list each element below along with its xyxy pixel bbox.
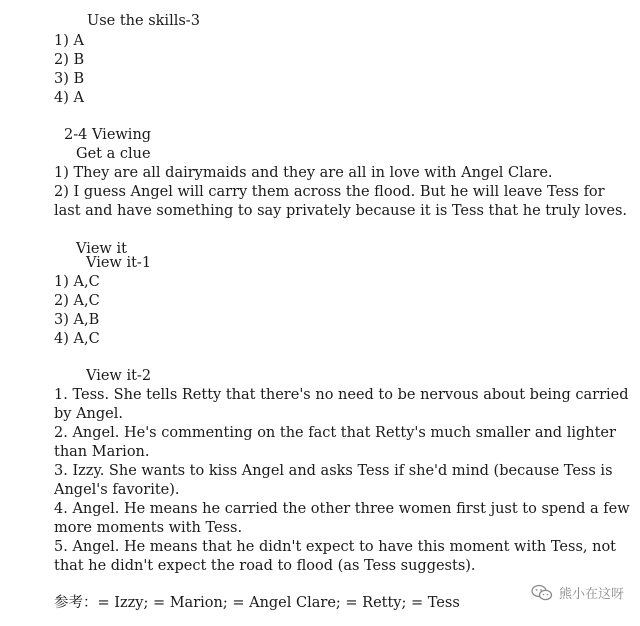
view-it-1-answer-4: 4) A,C bbox=[54, 331, 100, 347]
watermark bbox=[531, 583, 624, 602]
view-it-2-line-8: more moments with Tess. bbox=[54, 520, 243, 536]
skills3-answer-1: 1) A bbox=[54, 33, 84, 49]
view-it-1-heading: View it-1 bbox=[86, 255, 152, 271]
view-it-2-line-10: that he didn't expect the road to flood (as Tess suggests). bbox=[54, 558, 476, 574]
view-it-2-heading: View it-2 bbox=[86, 368, 152, 384]
view-it-2-line-3: 2. Angel. He's commenting on the fact that Retty's much smaller and lighter bbox=[54, 425, 616, 441]
view-it-2-line-9: 5. Angel. He means that he didn't expect to have this moment with Tess, not bbox=[54, 539, 617, 555]
view-it-2-line-2: by Angel. bbox=[54, 406, 124, 422]
view-it-1-answer-1: 1) A,C bbox=[54, 274, 100, 290]
view-it-2-line-1: 1. Tess. She tells Retty that there's no need to be nervous about being carried bbox=[54, 387, 629, 403]
clue-heading: Get a clue bbox=[76, 146, 151, 162]
skills3-answer-3: 3) B bbox=[54, 71, 85, 87]
clue-line-1: 1) They are all dairymaids and they are all in love with Angel Clare. bbox=[54, 165, 553, 181]
view-it-2-line-6: Angel's favorite). bbox=[54, 482, 180, 498]
view-it-1-answer-2: 2) A,C bbox=[54, 293, 100, 309]
clue-line-3: last and have something to say privately because it is Tess that he truly loves. bbox=[54, 203, 627, 219]
view-it-2-line-4: than Marion. bbox=[54, 444, 150, 460]
skills3-heading: Use the skills-3 bbox=[87, 13, 200, 29]
watermark-text: 熊小在这呀 bbox=[558, 587, 624, 602]
clue-line-2: 2) I guess Angel will carry them across the flood. But he will leave Tess for bbox=[54, 184, 605, 200]
wechat-icon bbox=[531, 584, 553, 602]
skills3-answer-2: 2) B bbox=[54, 52, 85, 68]
view-it-2-line-5: 3. Izzy. She wants to kiss Angel and asks Tess if she'd mind (because Tess is bbox=[54, 463, 613, 479]
skills3-answer-4: 4) A bbox=[54, 90, 84, 106]
view-it-heading: View it bbox=[76, 241, 127, 257]
view-it-2-line-7: 4. Angel. He means he carried the other three women first just to spend a few bbox=[54, 501, 630, 517]
reference-footer: 参考：= Izzy; = Marion; = Angel Clare; = Retty; = Tess bbox=[54, 595, 460, 611]
viewing-section-title: 2-4 Viewing bbox=[64, 127, 152, 143]
view-it-1-answer-3: 3) A,B bbox=[54, 312, 100, 328]
